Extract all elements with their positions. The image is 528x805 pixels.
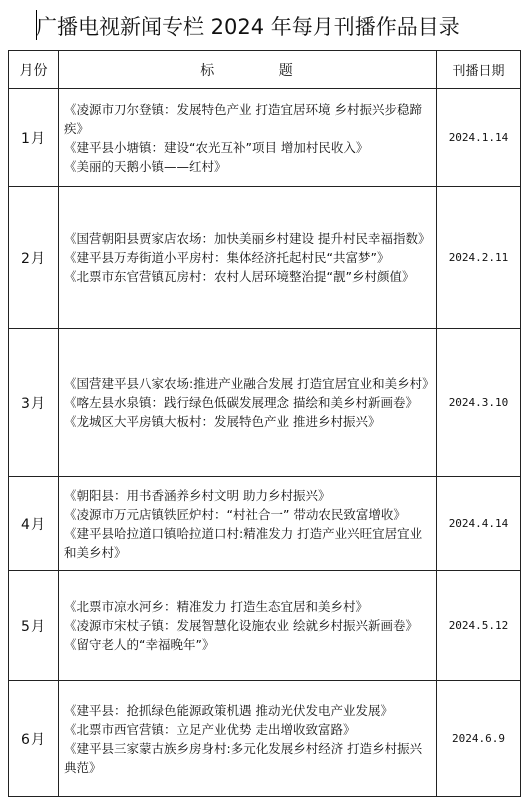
table-row: [9, 477, 521, 571]
program-title: 《建平县哈拉道口镇哈拉道口村:精准发力 打造产业兴旺宜居宜业和美乡村》: [64, 525, 423, 560]
header-date: 刊播日期: [437, 51, 521, 89]
program-title: 《留守老人的“幸福晚年”》: [64, 637, 215, 652]
program-title: 《凌源市万元店镇铁匠炉村：“村社合一” 带动农民致富增收》: [64, 506, 406, 522]
broadcast-date: 2024.2.11: [437, 187, 521, 329]
program-title: 《喀左县水泉镇：践行绿色低碳发展理念 描绘和美乡村新画卷》: [64, 395, 418, 410]
table-row: [9, 187, 521, 329]
program-title: 《建平县万寿街道小平房村：集体经济托起村民“共富梦”》: [64, 250, 390, 265]
titles-cell: [59, 187, 437, 329]
program-title: 《美丽的天鹅小镇——红村》: [64, 158, 227, 174]
table-row: [9, 89, 521, 187]
program-title: 《凌源市宋杖子镇：发展智慧化设施农业 绘就乡村振兴新画卷》: [64, 618, 418, 633]
program-title: 《凌源市刀尔登镇：发展特色产业 打造宜居环境 乡村振兴步稳蹄疾》: [64, 101, 422, 136]
month-cell: 2月: [9, 187, 59, 329]
month-cell: 3月: [9, 329, 59, 477]
program-title: 《国营朝阳县贾家店农场：加快美丽乡村建设 提升村民幸福指数》: [64, 231, 431, 246]
titles-cell: [59, 681, 437, 797]
program-title: 《朝阳县：用书香涵养乡村文明 助力乡村振兴》: [64, 487, 331, 503]
month-cell: 1月: [9, 89, 59, 187]
broadcast-date: 2024.3.10: [437, 329, 521, 477]
program-title: 《龙城区大平房镇大板村：发展特色产业 推进乡村振兴》: [64, 414, 381, 429]
broadcast-date: 2024.1.14: [437, 89, 521, 187]
document-title: 广播电视新闻专栏 2024 年每月刊播作品目录: [36, 15, 460, 39]
broadcast-date: 2024.4.14: [437, 477, 521, 571]
header-month: 月份: [9, 51, 59, 89]
broadcast-date: 2024.6.9: [437, 681, 521, 797]
titles-cell: [59, 329, 437, 477]
month-cell: 5月: [9, 571, 59, 681]
program-title: 《建平县小塘镇：建设“农光互补”项目 增加村民收入》: [64, 139, 369, 155]
program-title: 《北票市凉水河乡：精准发力 打造生态宜居和美乡村》: [64, 599, 368, 614]
program-title: 《国营建平县八家农场:推进产业融合发展 打造宜居宜业和美乡村》: [64, 376, 435, 391]
program-title: 《建平县三家蒙古族乡房身村:多元化发展乡村经济 打造乡村振兴典范》: [64, 740, 423, 775]
table-row: [9, 571, 521, 681]
broadcast-date: 2024.5.12: [437, 571, 521, 681]
program-title: 《北票市东官营镇瓦房村：农村人居环境整治提“靓”乡村颜值》: [64, 269, 415, 284]
month-cell: 6月: [9, 681, 59, 797]
table-header-row: [9, 51, 521, 89]
titles-cell: [59, 89, 437, 187]
titles-cell: [59, 571, 437, 681]
table-row: [9, 681, 521, 797]
titles-cell: [59, 477, 437, 571]
schedule-table: [8, 50, 521, 797]
program-title: 《北票市西官营镇：立足产业优势 走出增收致富路》: [64, 721, 356, 737]
table-row: [9, 329, 521, 477]
header-title: 标 题: [59, 51, 437, 89]
month-cell: 4月: [9, 477, 59, 571]
program-title: 《建平县：抢抓绿色能源政策机遇 推动光伏发电产业发展》: [64, 702, 393, 718]
